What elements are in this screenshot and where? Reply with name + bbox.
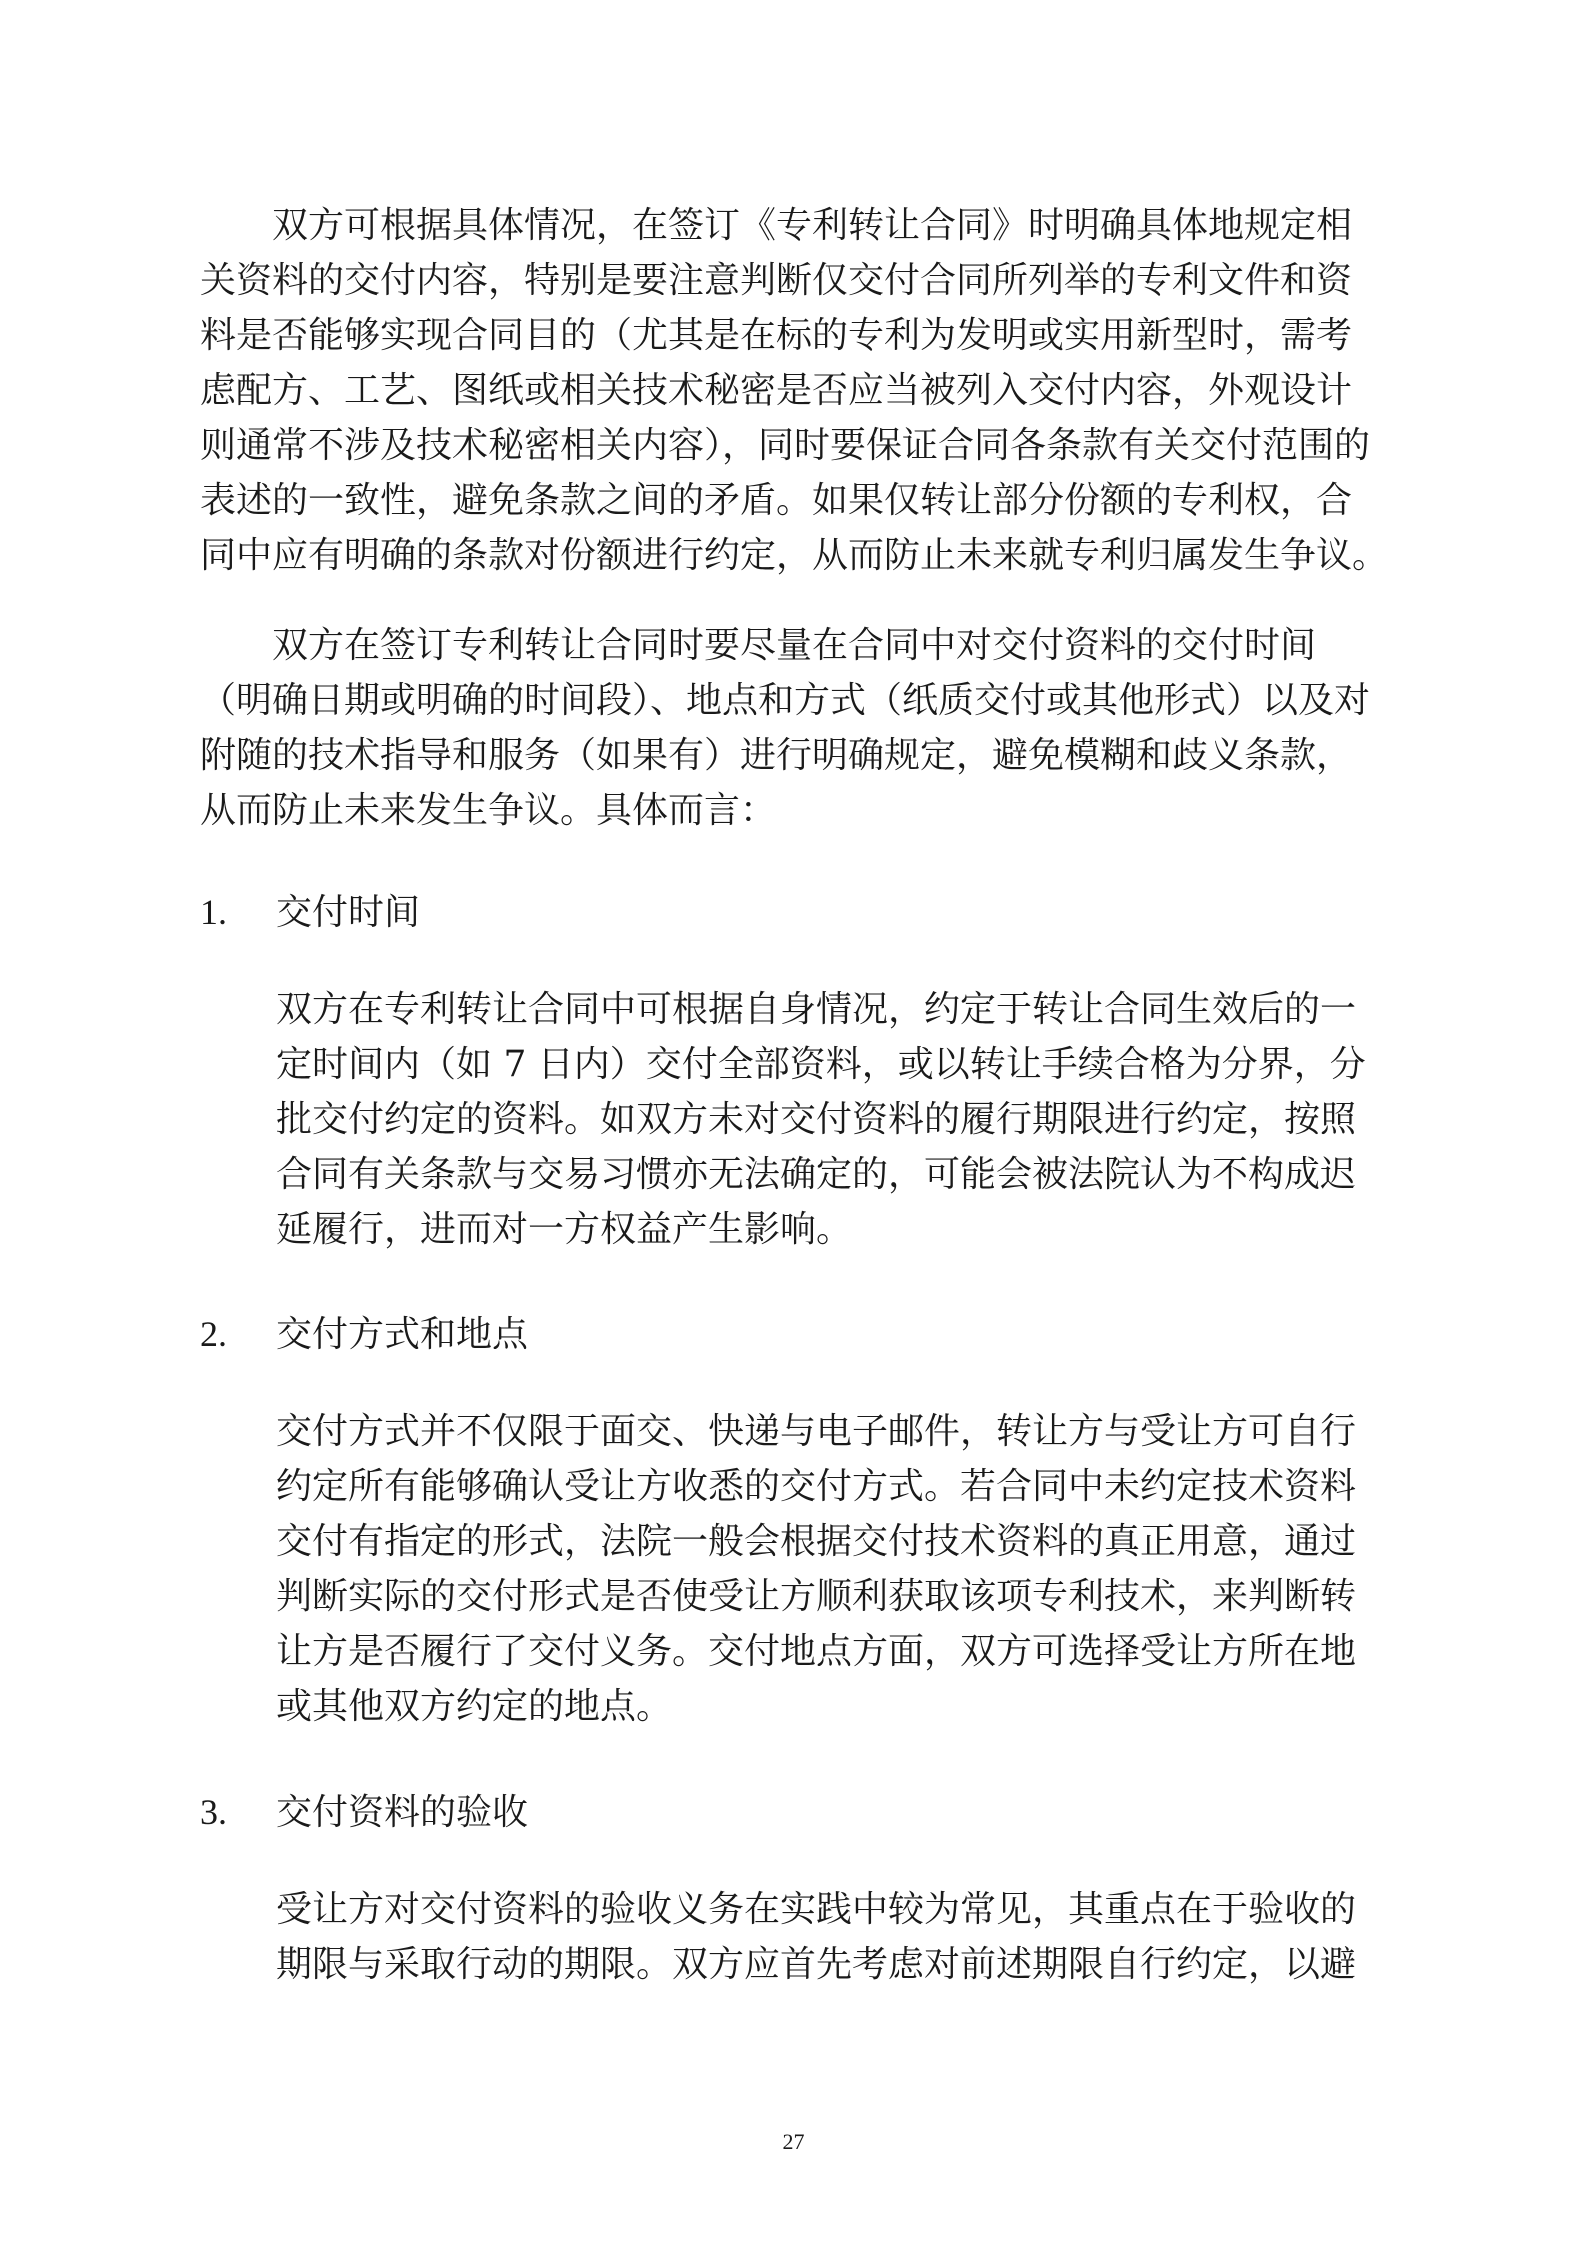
- text-line: 或其他双方约定的地点。: [276, 1686, 673, 1727]
- text-line: 定时间内（如 7 日内）交付全部资料，或以转让手续合格为分界，分: [276, 1044, 1366, 1085]
- text-line: （明确日期或明确的时间段）、地点和方式（纸质交付或其他形式）以及对: [200, 680, 1371, 721]
- text-line: 让方是否履行了交付义务。交付地点方面，双方可选择受让方所在地: [276, 1631, 1357, 1672]
- text-line: 料是否能够实现合同目的（尤其是在标的专利为发明或实用新型时，需考: [200, 315, 1353, 356]
- text-line: 同中应有明确的条款对份额进行约定，从而防止未来就专利归属发生争议。: [200, 535, 1389, 576]
- section-body-1: [276, 982, 1390, 1257]
- section-number: 1.: [200, 892, 227, 932]
- section-body-2: [276, 1404, 1390, 1734]
- section-body-3: [276, 1882, 1390, 1992]
- section-heading-3: [200, 1785, 528, 1840]
- section-title: 交付资料的验收: [276, 1792, 529, 1833]
- section-title: 交付方式和地点: [276, 1314, 529, 1355]
- section-number: 3.: [200, 1792, 227, 1832]
- text-line: 虑配方、工艺、图纸或相关技术秘密是否应当被列入交付内容，外观设计: [200, 370, 1353, 411]
- text-line: 批交付约定的资料。如双方未对交付资料的履行期限进行约定，按照: [276, 1099, 1357, 1140]
- text-line: 附随的技术指导和服务（如果有）进行明确规定，避免模糊和歧义条款，: [200, 735, 1353, 776]
- section-heading-2: [200, 1307, 528, 1362]
- text-line: 双方在专利转让合同中可根据自身情况，约定于转让合同生效后的一: [276, 989, 1357, 1030]
- section-heading-1: [200, 885, 420, 940]
- text-line: 期限与采取行动的期限。双方应首先考虑对前述期限自行约定，以避: [276, 1944, 1357, 1985]
- text-line: 从而防止未来发生争议。具体而言：: [200, 790, 777, 831]
- text-line: 延履行，进而对一方权益产生影响。: [276, 1209, 853, 1250]
- paragraph-intro-1: [200, 198, 1390, 583]
- section-title: 交付时间: [276, 892, 421, 933]
- text-line: 双方在签订专利转让合同时要尽量在合同中对交付资料的交付时间: [200, 625, 1317, 666]
- paragraph-intro-2: [200, 618, 1390, 838]
- text-line: 双方可根据具体情况，在签订《专利转让合同》时明确具体地规定相: [200, 205, 1353, 246]
- text-line: 交付方式并不仅限于面交、快递与电子邮件，转让方与受让方可自行: [276, 1411, 1357, 1452]
- text-line: 合同有关条款与交易习惯亦无法确定的，可能会被法院认为不构成迟: [276, 1154, 1357, 1195]
- text-line: 表述的一致性，避免条款之间的矛盾。如果仅转让部分份额的专利权，合: [200, 480, 1353, 521]
- text-line: 则通常不涉及技术秘密相关内容），同时要保证合同各条款有关交付范围的: [200, 425, 1371, 466]
- text-line: 交付有指定的形式，法院一般会根据交付技术资料的真正用意，通过: [276, 1521, 1357, 1562]
- text-line: 关资料的交付内容，特别是要注意判断仅交付合同所列举的专利文件和资: [200, 260, 1353, 301]
- text-line: 判断实际的交付形式是否使受让方顺利获取该项专利技术，来判断转: [276, 1576, 1357, 1617]
- page-number: 27: [782, 2129, 805, 2154]
- text-line: 受让方对交付资料的验收义务在实践中较为常见，其重点在于验收的: [276, 1889, 1357, 1930]
- text-line: 约定所有能够确认受让方收悉的交付方式。若合同中未约定技术资料: [276, 1466, 1357, 1507]
- section-number: 2.: [200, 1314, 227, 1354]
